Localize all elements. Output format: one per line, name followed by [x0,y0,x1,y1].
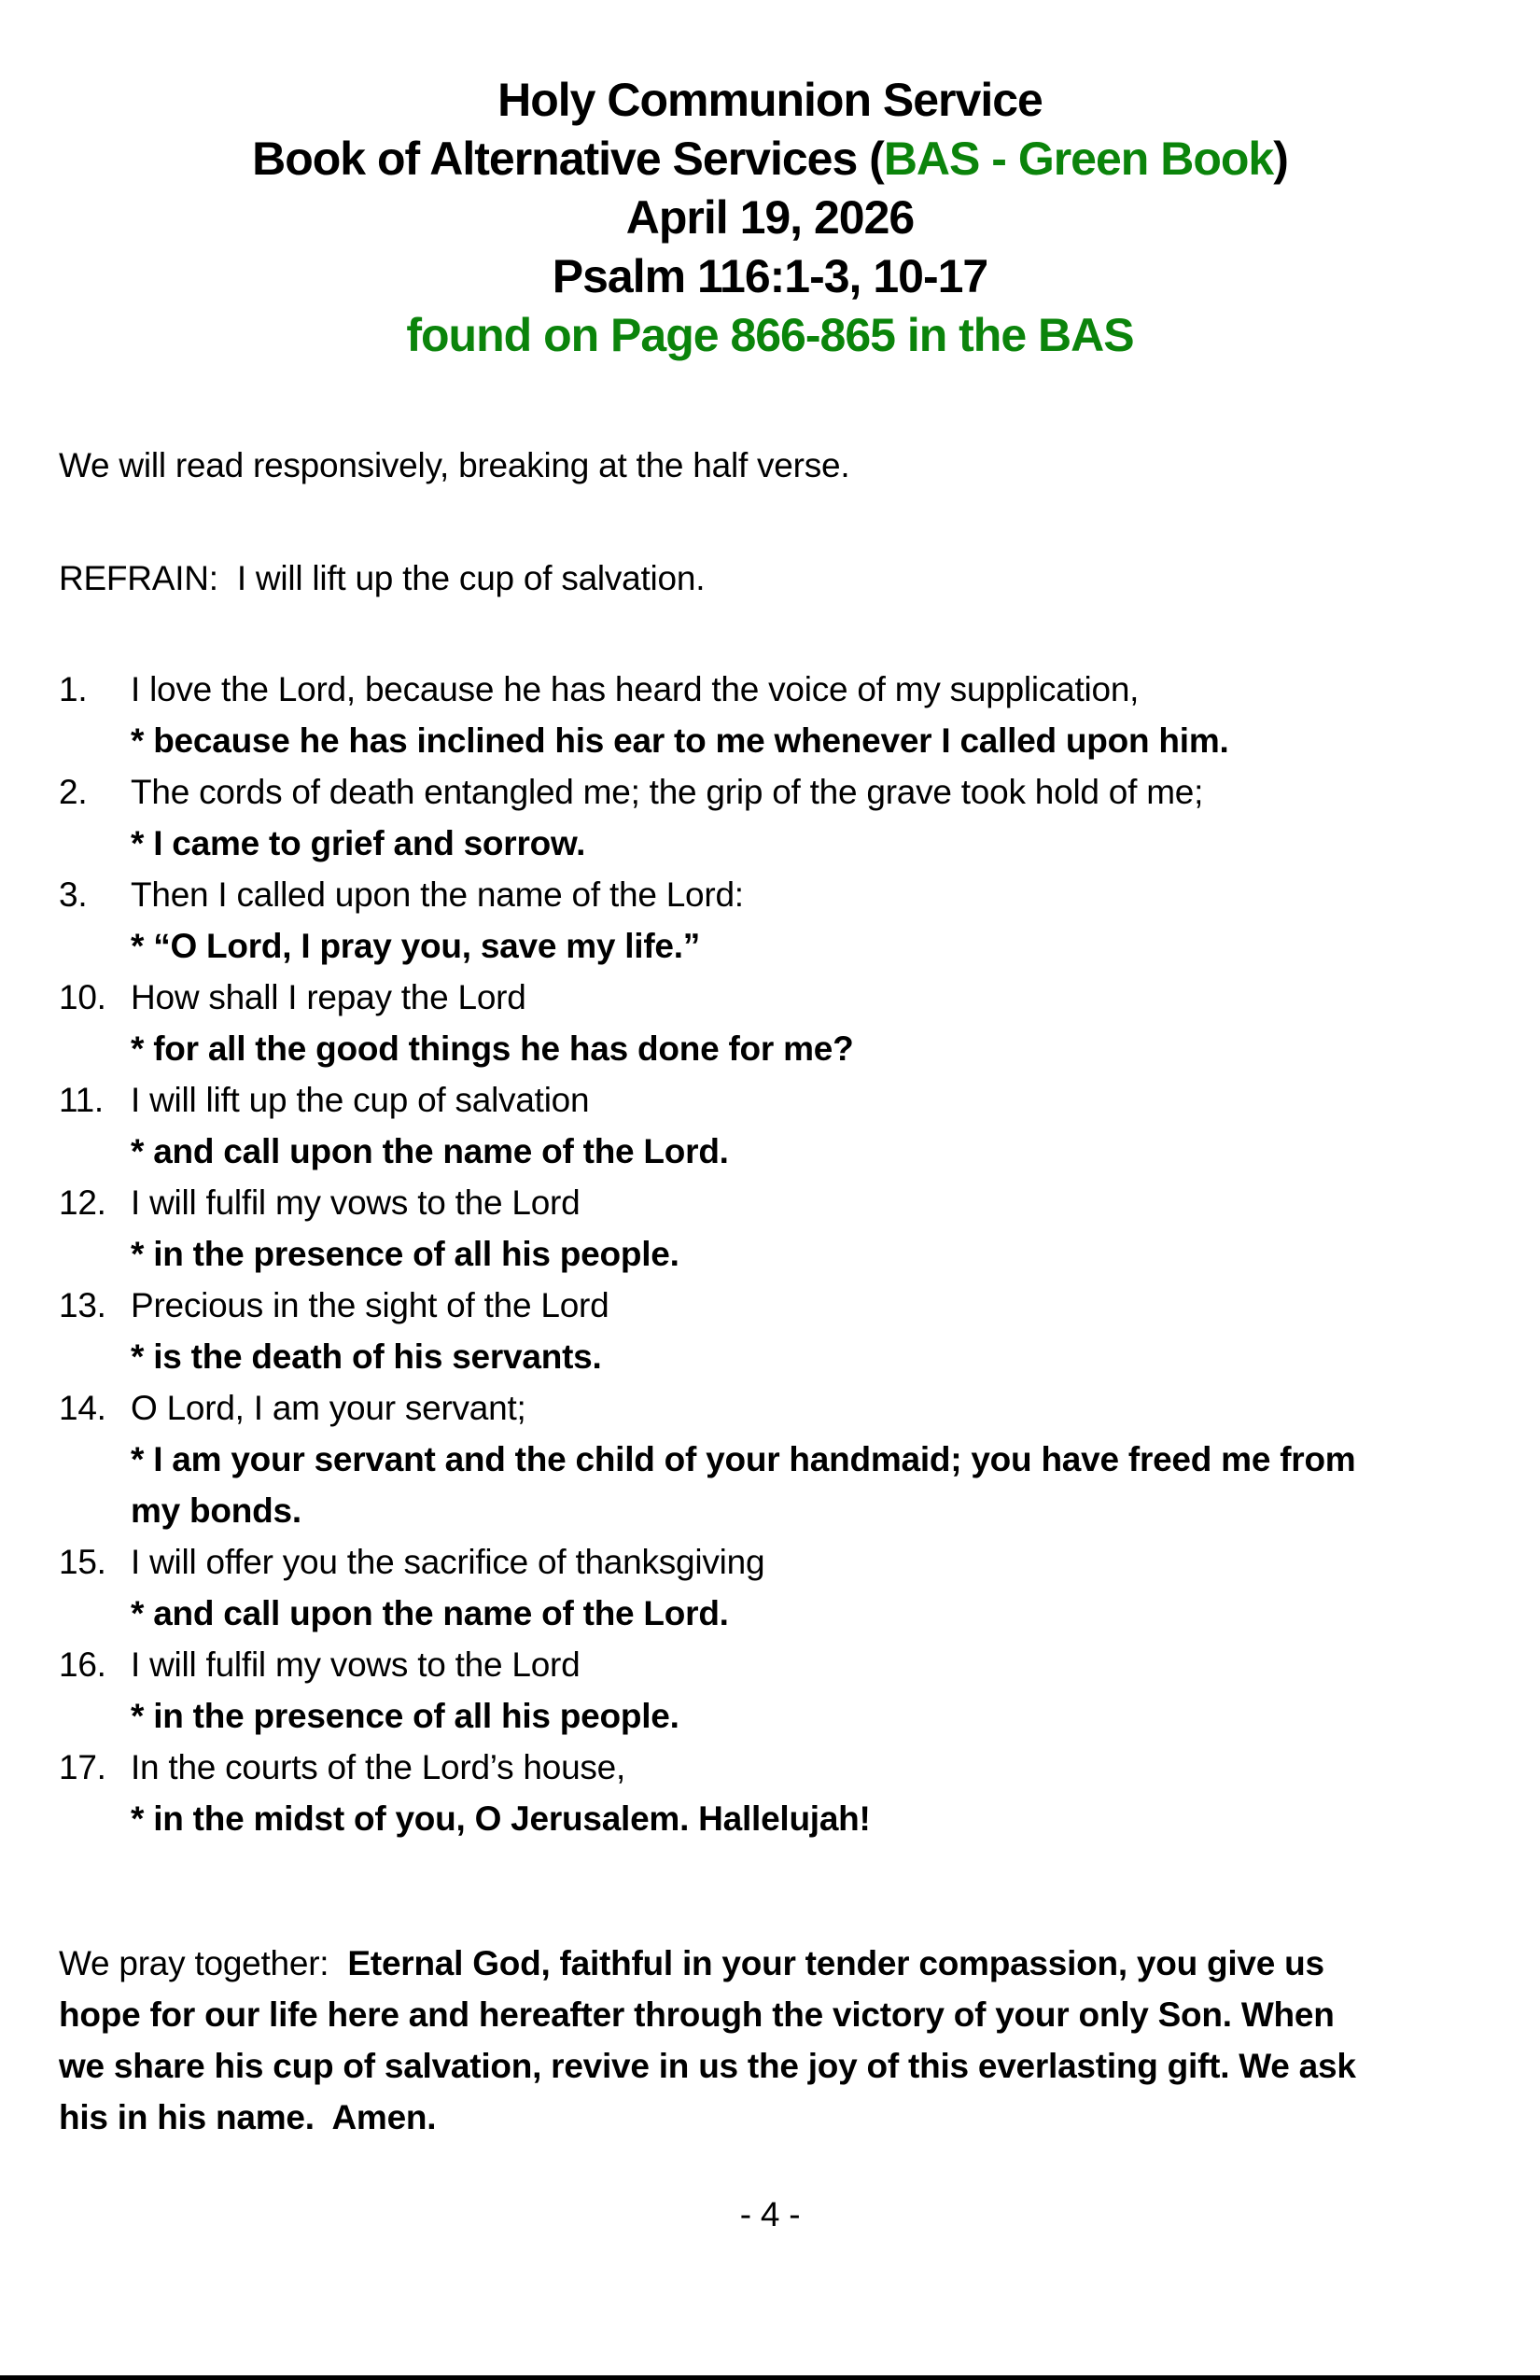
psalm-verse [59,1280,1540,1382]
bottom-edge-line [0,2375,1540,2380]
verse-first-half: O Lord, I am your servant; [131,1389,526,1427]
verse-number: 10. [59,978,106,1016]
psalm-verse [59,1639,1540,1742]
psalm-verse [59,869,1540,972]
verse-second-half: * and call upon the name of the Lord. [131,1594,729,1632]
closing-prayer [59,1938,1377,2143]
verse-text [131,1177,679,1280]
verse-first-half: In the courts of the Lord’s house, [131,1748,626,1786]
verse-first-half: I love the Lord, because he has heard the voice of my supplication, [131,670,1140,708]
verse-second-half: * I came to grief and sorrow. [131,824,586,862]
verse-text [131,1742,871,1844]
psalm-verse [59,972,1540,1074]
verse-text [131,664,1229,766]
verse-second-half: * in the presence of all his people. [131,1697,679,1735]
prayer-text: Eternal God, faithful in your tender compassion, you give us hope for our life here and hereafter through the victory of your only Son. When we share his cup of salvation, revive in us the joy of this everlasting gift. We ask his in his name. Amen. [59,1944,1365,2136]
page-number: - 4 - [739,2195,801,2233]
book-title-highlight: BAS - Green Book [883,133,1274,185]
verse-number: 13. [59,1286,106,1324]
verse-number: 17. [59,1748,106,1786]
psalm-verse [59,766,1540,869]
verse-second-half: * and call upon the name of the Lord. [131,1132,729,1170]
psalm-verse [59,1074,1540,1177]
verse-second-half: * I am your servant and the child of your handmaid; you have freed me from my bonds. [131,1440,1356,1530]
verse-second-half: * for all the good things he has done for me? [131,1029,854,1068]
verse-number: 14. [59,1389,106,1427]
verse-first-half: I will offer you the sacrifice of thanksgiving [131,1543,765,1581]
psalm-verse-list [59,664,1540,1844]
service-date: April 19, 2026 [625,191,915,244]
document-header [0,0,1540,365]
refrain-line: REFRAIN: I will lift up the cup of salvation. [59,559,706,597]
verse-number: 1. [59,670,88,708]
verse-text [131,869,744,972]
psalm-verse [59,664,1540,766]
verse-number: 15. [59,1543,106,1581]
verse-text [131,972,853,1074]
verse-first-half: I will fulfil my vows to the Lord [131,1183,581,1222]
psalm-verse [59,1177,1540,1280]
verse-text [131,1074,729,1177]
verse-second-half: * is the death of his servants. [131,1337,602,1376]
verse-number: 12. [59,1183,106,1222]
verse-first-half: I will fulfil my vows to the Lord [131,1645,581,1684]
verse-text [131,1639,679,1742]
verse-second-half: * in the midst of you, O Jerusalem. Hallelujah! [131,1799,871,1838]
verse-text [131,766,1203,869]
psalm-verse [59,1536,1540,1639]
verse-second-half: * in the presence of all his people. [131,1235,679,1273]
verse-first-half: Then I called upon the name of the Lord: [131,875,744,914]
reading-instruction: We will read responsively, breaking at the half verse. [59,446,850,484]
verse-number: 16. [59,1645,106,1684]
prayer-lead-in: We pray together: [59,1944,348,1982]
verse-text [131,1382,1372,1536]
page-reference: found on Page 866-865 in the BAS [406,309,1134,361]
book-title-prefix: Book of Alternative Services ( [252,133,884,185]
psalm-verse [59,1382,1540,1536]
book-title-line [0,130,1540,189]
verse-first-half: I will lift up the cup of salvation [131,1081,590,1119]
verse-second-half: * because he has inclined his ear to me whenever I called upon him. [131,721,1229,760]
verse-first-half: Precious in the sight of the Lord [131,1286,609,1324]
service-title: Holy Communion Service [497,74,1043,126]
verse-number: 11. [59,1081,104,1119]
psalm-verse [59,1742,1540,1844]
verse-second-half: * “O Lord, I pray you, save my life.” [131,927,701,965]
verse-first-half: How shall I repay the Lord [131,978,526,1016]
verse-number: 3. [59,875,88,914]
verse-text [131,1280,609,1382]
verse-first-half: The cords of death entangled me; the grip of the grave took hold of me; [131,773,1204,811]
verse-text [131,1536,764,1639]
book-title-suffix: ) [1273,133,1288,185]
psalm-reference: Psalm 116:1-3, 10-17 [552,250,988,302]
verse-number: 2. [59,773,88,811]
